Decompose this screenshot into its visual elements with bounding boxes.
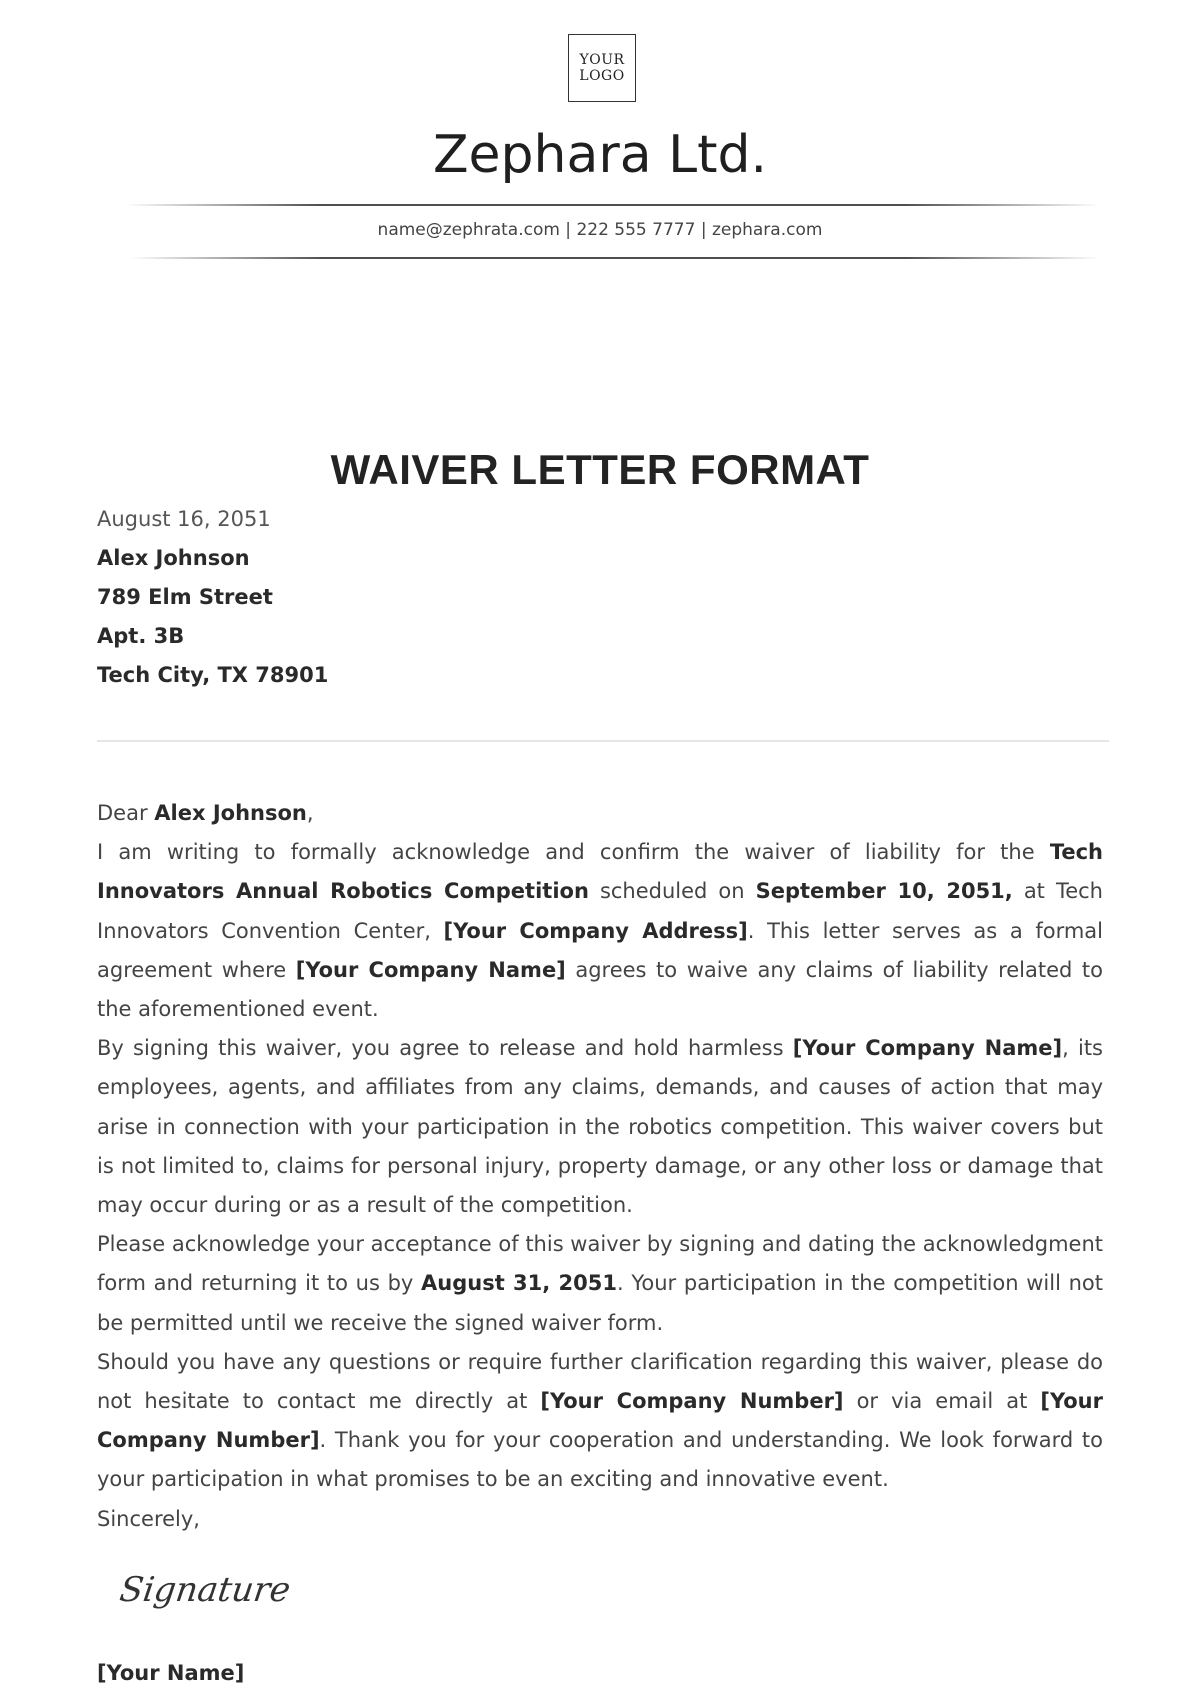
p2-text-a: By signing this waiver, you agree to release and hold harmless xyxy=(97,1036,793,1061)
closing: Sincerely, xyxy=(97,1506,200,1531)
recipient-block xyxy=(97,500,328,695)
p3-deadline-date: August 31, 2051 xyxy=(421,1271,618,1296)
p2-text-b: , its employees, agents, and affiliates from any claims, demands, and causes of action that may arise in connection with your participation in the robotics competition. This waiver covers but is not limited to, claims for personal injury, property damage, or any other loss or damage that may occur during or as a result of the competition. xyxy=(97,1036,1103,1218)
signature-script: Signature xyxy=(117,1570,293,1610)
p1-company-address: [Your Company Address] xyxy=(443,918,748,943)
signer-name: [Your Name] xyxy=(97,1661,245,1685)
greeting-suffix: , xyxy=(306,801,314,825)
recipient-name: Alex Johnson xyxy=(97,546,250,570)
greeting-name: Alex Johnson xyxy=(154,801,307,825)
p3-text-b: . Your participation in the competition will not be permitted until we receive the signed waiver form. xyxy=(97,1271,1103,1335)
p1-text-c: at Tech Innovators Convention Center, xyxy=(97,879,1103,943)
p1-event-name: Tech Innovators Annual Robotics Competition xyxy=(97,840,1103,904)
p1-company-name: [Your Company Name] xyxy=(295,957,566,982)
p4-text-a: Should you have any questions or require further clarification regarding this waiver, please do not hesitate to contact me directly at xyxy=(97,1349,1103,1414)
p1-text-e: agrees to waive any claims of liability related to the aforementioned event. xyxy=(97,957,1103,1022)
company-name: Zephara Ltd. xyxy=(432,125,768,185)
paragraph-1 xyxy=(97,833,1103,1029)
paragraph-4 xyxy=(97,1343,1103,1500)
recipient-street: 789 Elm Street xyxy=(97,585,273,609)
logo-line-1: YOUR xyxy=(579,52,625,68)
greeting-prefix: Dear xyxy=(97,801,155,825)
p4-company-number: [Your Company Number] xyxy=(540,1389,844,1414)
contact-line: name@zephrata.com | 222 555 7777 | zephara.com xyxy=(377,220,823,240)
logo-line-2: LOGO xyxy=(579,68,625,84)
recipient-apt: Apt. 3B xyxy=(97,624,185,648)
letter-date: August 16, 2051 xyxy=(97,507,271,531)
p2-company-name: [Your Company Name] xyxy=(792,1036,1063,1061)
p1-event-date: September 10, 2051, xyxy=(755,879,1013,904)
document-title: WAIVER LETTER FORMAT xyxy=(330,446,870,493)
p4-text-c: . Thank you for your cooperation and understanding. We look forward to your participation in what promises to be an exciting and innovative event. xyxy=(97,1428,1103,1492)
p1-text-b: scheduled on xyxy=(588,879,756,904)
paragraph-3 xyxy=(97,1225,1103,1343)
p1-text-a: I am writing to formally acknowledge and confirm the waiver of liability for the xyxy=(97,840,1050,865)
header-rule-bottom xyxy=(130,257,1100,259)
logo-placeholder xyxy=(568,34,636,102)
greeting xyxy=(97,794,1103,833)
letter-body xyxy=(97,794,1103,1539)
paragraph-2 xyxy=(97,1029,1103,1225)
recipient-city: Tech City, TX 78901 xyxy=(97,663,329,687)
p4-company-email: [Your Company Number] xyxy=(97,1389,1103,1453)
p3-text-a: Please acknowledge your acceptance of this waiver by signing and dating the acknowledgment form and returning it to us by xyxy=(97,1232,1103,1296)
p1-text-d: . This letter serves as a formal agreement where xyxy=(97,918,1104,982)
p4-text-b: or via email at xyxy=(843,1389,1041,1414)
section-divider xyxy=(97,740,1109,742)
header-rule-top xyxy=(125,204,1100,206)
